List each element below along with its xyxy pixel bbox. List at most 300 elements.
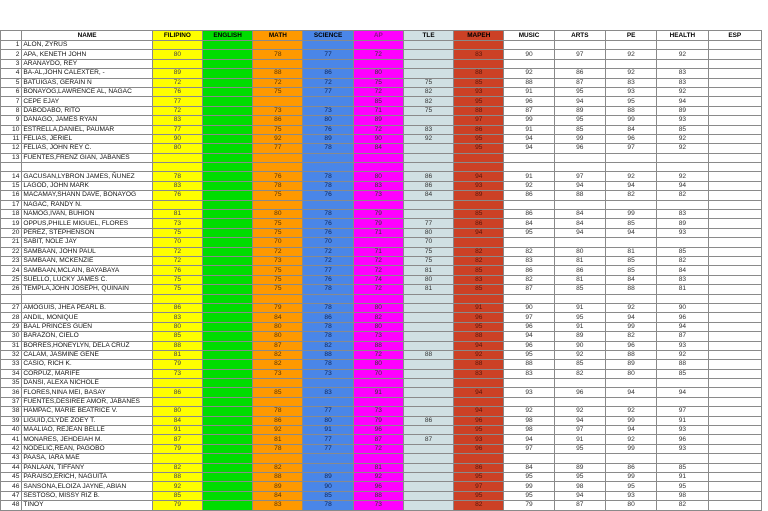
english-grade-cell[interactable] — [203, 444, 253, 453]
tle-grade-cell[interactable] — [403, 397, 453, 406]
row-number-cell[interactable]: 34 — [1, 369, 22, 378]
science-grade-cell[interactable]: 80 — [303, 116, 353, 125]
header-filipino[interactable]: FILIPINO — [152, 31, 202, 41]
arts-grade-cell[interactable]: 94 — [554, 97, 605, 106]
ap-grade-cell[interactable]: 72 — [353, 285, 403, 294]
music-grade-cell[interactable]: 92 — [504, 69, 554, 78]
mapeh-grade-cell[interactable]: 82 — [454, 247, 504, 256]
science-grade-cell[interactable]: 86 — [303, 313, 353, 322]
english-grade-cell[interactable] — [203, 350, 253, 359]
english-grade-cell[interactable] — [203, 181, 253, 190]
row-number-cell[interactable]: 45 — [1, 472, 22, 481]
mapeh-grade-cell[interactable]: 96 — [454, 313, 504, 322]
math-grade-cell[interactable]: 77 — [253, 144, 303, 153]
science-grade-cell[interactable] — [303, 379, 353, 388]
science-grade-cell[interactable]: 76 — [303, 275, 353, 284]
math-grade-cell[interactable]: 73 — [253, 106, 303, 115]
student-name-cell[interactable]: SAMBAAN,MCLAIN, BAYABAYA — [22, 266, 152, 275]
esp-grade-cell[interactable] — [708, 472, 761, 481]
health-grade-cell[interactable]: 92 — [657, 134, 708, 143]
student-name-cell[interactable]: DANAGO, JAMES RYAN — [22, 116, 152, 125]
esp-cell[interactable] — [708, 163, 761, 172]
tle-grade-cell[interactable] — [403, 144, 453, 153]
arts-grade-cell[interactable]: 95 — [554, 313, 605, 322]
science-grade-cell[interactable] — [303, 153, 353, 162]
math-grade-cell[interactable]: 84 — [253, 491, 303, 500]
math-cell[interactable] — [253, 294, 303, 303]
student-name-cell[interactable]: APA, KENETH JOHN — [22, 50, 152, 59]
tle-grade-cell[interactable]: 88 — [403, 350, 453, 359]
health-grade-cell[interactable]: 83 — [657, 275, 708, 284]
english-grade-cell[interactable] — [203, 238, 253, 247]
science-grade-cell[interactable] — [303, 97, 353, 106]
mapeh-grade-cell[interactable]: 82 — [454, 256, 504, 265]
english-grade-cell[interactable] — [203, 50, 253, 59]
pe-grade-cell[interactable]: 99 — [605, 444, 656, 453]
health-grade-cell[interactable]: 88 — [657, 360, 708, 369]
row-number-cell[interactable]: 23 — [1, 256, 22, 265]
student-name-cell[interactable]: BA-AL,JOHN CALEXTER, - — [22, 69, 152, 78]
mapeh-grade-cell[interactable]: 94 — [454, 388, 504, 397]
arts-grade-cell[interactable]: 82 — [554, 369, 605, 378]
math-grade-cell[interactable] — [253, 454, 303, 463]
health-grade-cell[interactable] — [657, 59, 708, 68]
music-grade-cell[interactable]: 95 — [504, 491, 554, 500]
english-grade-cell[interactable] — [203, 388, 253, 397]
health-grade-cell[interactable]: 81 — [657, 285, 708, 294]
ap-grade-cell[interactable]: 83 — [353, 181, 403, 190]
row-number-cell[interactable]: 6 — [1, 87, 22, 96]
science-grade-cell[interactable]: 77 — [303, 87, 353, 96]
science-grade-cell[interactable]: 72 — [303, 78, 353, 87]
music-grade-cell[interactable]: 86 — [504, 210, 554, 219]
pe-grade-cell[interactable]: 95 — [605, 97, 656, 106]
math-grade-cell[interactable] — [253, 379, 303, 388]
ap-grade-cell[interactable]: 88 — [353, 491, 403, 500]
header-mapeh[interactable]: MAPEH — [454, 31, 504, 41]
student-name-cell[interactable]: LAGOD, JOHN MARK — [22, 181, 152, 190]
pe-grade-cell[interactable]: 86 — [605, 463, 656, 472]
music-grade-cell[interactable]: 90 — [504, 50, 554, 59]
esp-cell[interactable] — [708, 294, 761, 303]
science-grade-cell[interactable]: 83 — [303, 388, 353, 397]
mapeh-grade-cell[interactable]: 88 — [454, 106, 504, 115]
health-grade-cell[interactable]: 93 — [657, 116, 708, 125]
arts-grade-cell[interactable]: 91 — [554, 322, 605, 331]
math-grade-cell[interactable]: 78 — [253, 50, 303, 59]
filipino-grade-cell[interactable]: 88 — [152, 341, 202, 350]
music-grade-cell[interactable] — [504, 454, 554, 463]
esp-grade-cell[interactable] — [708, 303, 761, 312]
health-grade-cell[interactable]: 94 — [657, 181, 708, 190]
filipino-grade-cell[interactable]: 72 — [152, 78, 202, 87]
math-grade-cell[interactable]: 89 — [253, 482, 303, 491]
english-grade-cell[interactable] — [203, 228, 253, 237]
science-grade-cell[interactable]: 78 — [303, 501, 353, 510]
arts-grade-cell[interactable]: 85 — [554, 360, 605, 369]
tle-grade-cell[interactable]: 80 — [403, 228, 453, 237]
mapeh-grade-cell[interactable] — [454, 153, 504, 162]
esp-grade-cell[interactable] — [708, 210, 761, 219]
student-name-cell[interactable]: HAMPAC, MARIE BEATRICE V. — [22, 407, 152, 416]
tle-grade-cell[interactable]: 81 — [403, 266, 453, 275]
english-grade-cell[interactable] — [203, 341, 253, 350]
esp-grade-cell[interactable] — [708, 360, 761, 369]
math-grade-cell[interactable]: 75 — [253, 285, 303, 294]
row-number-cell[interactable]: 30 — [1, 332, 22, 341]
ap-grade-cell[interactable] — [353, 397, 403, 406]
ap-grade-cell[interactable]: 73 — [353, 332, 403, 341]
row-number-cell[interactable]: 15 — [1, 181, 22, 190]
ap-grade-cell[interactable]: 91 — [353, 388, 403, 397]
pe-grade-cell[interactable]: 89 — [605, 360, 656, 369]
esp-grade-cell[interactable] — [708, 491, 761, 500]
ap-grade-cell[interactable]: 72 — [353, 350, 403, 359]
mapeh-grade-cell[interactable]: 94 — [454, 407, 504, 416]
english-grade-cell[interactable] — [203, 322, 253, 331]
ap-grade-cell[interactable]: 87 — [353, 435, 403, 444]
mapeh-grade-cell[interactable]: 83 — [454, 275, 504, 284]
tle-grade-cell[interactable] — [403, 341, 453, 350]
header-ap[interactable]: AP — [353, 31, 403, 41]
math-grade-cell[interactable]: 70 — [253, 238, 303, 247]
health-grade-cell[interactable] — [657, 379, 708, 388]
math-grade-cell[interactable]: 82 — [253, 360, 303, 369]
pe-grade-cell[interactable]: 88 — [605, 285, 656, 294]
filipino-grade-cell[interactable] — [152, 153, 202, 162]
student-name-cell[interactable]: SAMBAAN, MCKENZIE — [22, 256, 152, 265]
science-grade-cell[interactable]: 76 — [303, 125, 353, 134]
pe-grade-cell[interactable]: 95 — [605, 482, 656, 491]
arts-grade-cell[interactable] — [554, 200, 605, 209]
pe-grade-cell[interactable] — [605, 238, 656, 247]
english-grade-cell[interactable] — [203, 69, 253, 78]
math-grade-cell[interactable] — [253, 397, 303, 406]
english-grade-cell[interactable] — [203, 397, 253, 406]
mapeh-grade-cell[interactable]: 96 — [454, 416, 504, 425]
row-number-cell[interactable]: 43 — [1, 454, 22, 463]
esp-grade-cell[interactable] — [708, 191, 761, 200]
student-name-cell[interactable]: PARAISO,ERICH, NAGUITA — [22, 472, 152, 481]
row-number-cell[interactable]: 8 — [1, 106, 22, 115]
ap-grade-cell[interactable]: 80 — [353, 360, 403, 369]
math-grade-cell[interactable]: 83 — [253, 501, 303, 510]
science-grade-cell[interactable]: 78 — [303, 303, 353, 312]
music-grade-cell[interactable] — [504, 41, 554, 50]
esp-grade-cell[interactable] — [708, 69, 761, 78]
mapeh-grade-cell[interactable] — [454, 200, 504, 209]
mapeh-grade-cell[interactable]: 88 — [454, 69, 504, 78]
filipino-grade-cell[interactable]: 82 — [152, 463, 202, 472]
science-grade-cell[interactable]: 77 — [303, 50, 353, 59]
pe-grade-cell[interactable]: 84 — [605, 125, 656, 134]
row-number-cell[interactable]: 26 — [1, 285, 22, 294]
english-grade-cell[interactable] — [203, 210, 253, 219]
student-name-cell[interactable]: CORPUZ, MARIFE — [22, 369, 152, 378]
tle-grade-cell[interactable] — [403, 379, 453, 388]
row-number-cell[interactable]: 28 — [1, 313, 22, 322]
header-tle[interactable]: TLE — [403, 31, 453, 41]
esp-grade-cell[interactable] — [708, 435, 761, 444]
math-grade-cell[interactable]: 86 — [253, 116, 303, 125]
math-grade-cell[interactable]: 79 — [253, 303, 303, 312]
health-grade-cell[interactable]: 87 — [657, 332, 708, 341]
music-grade-cell[interactable]: 88 — [504, 360, 554, 369]
filipino-grade-cell[interactable]: 76 — [152, 87, 202, 96]
health-cell[interactable] — [657, 294, 708, 303]
mapeh-grade-cell[interactable]: 91 — [454, 303, 504, 312]
esp-grade-cell[interactable] — [708, 78, 761, 87]
music-grade-cell[interactable]: 97 — [504, 444, 554, 453]
science-grade-cell[interactable]: 76 — [303, 191, 353, 200]
science-grade-cell[interactable]: 78 — [303, 285, 353, 294]
music-grade-cell[interactable]: 99 — [504, 482, 554, 491]
student-name-cell[interactable]: DANSI, ALEXA NICHOLE — [22, 379, 152, 388]
music-grade-cell[interactable]: 94 — [504, 134, 554, 143]
english-grade-cell[interactable] — [203, 200, 253, 209]
row-number-cell[interactable]: 17 — [1, 200, 22, 209]
english-grade-cell[interactable] — [203, 78, 253, 87]
health-grade-cell[interactable] — [657, 397, 708, 406]
filipino-grade-cell[interactable]: 76 — [152, 266, 202, 275]
arts-grade-cell[interactable]: 86 — [554, 266, 605, 275]
tle-grade-cell[interactable]: 92 — [403, 134, 453, 143]
row-number-cell[interactable]: 46 — [1, 482, 22, 491]
arts-grade-cell[interactable]: 92 — [554, 407, 605, 416]
esp-grade-cell[interactable] — [708, 369, 761, 378]
esp-grade-cell[interactable] — [708, 285, 761, 294]
music-grade-cell[interactable]: 82 — [504, 275, 554, 284]
ap-grade-cell[interactable]: 72 — [353, 125, 403, 134]
filipino-grade-cell[interactable]: 83 — [152, 181, 202, 190]
filipino-grade-cell[interactable]: 79 — [152, 501, 202, 510]
ap-grade-cell[interactable]: 73 — [353, 407, 403, 416]
pe-grade-cell[interactable]: 80 — [605, 501, 656, 510]
header-music[interactable]: MUSIC — [504, 31, 554, 41]
science-grade-cell[interactable]: 82 — [303, 341, 353, 350]
filipino-grade-cell[interactable] — [152, 200, 202, 209]
arts-grade-cell[interactable]: 80 — [554, 247, 605, 256]
row-number-cell[interactable]: 7 — [1, 97, 22, 106]
ap-grade-cell[interactable]: 72 — [353, 266, 403, 275]
mapeh-grade-cell[interactable]: 93 — [454, 181, 504, 190]
math-grade-cell[interactable]: 78 — [253, 444, 303, 453]
ap-grade-cell[interactable]: 79 — [353, 219, 403, 228]
mapeh-grade-cell[interactable]: 95 — [454, 426, 504, 435]
filipino-grade-cell[interactable]: 80 — [152, 50, 202, 59]
english-grade-cell[interactable] — [203, 332, 253, 341]
ap-grade-cell[interactable]: 70 — [353, 369, 403, 378]
esp-grade-cell[interactable] — [708, 266, 761, 275]
science-grade-cell[interactable] — [303, 200, 353, 209]
music-grade-cell[interactable] — [504, 379, 554, 388]
english-grade-cell[interactable] — [203, 407, 253, 416]
filipino-grade-cell[interactable]: 92 — [152, 482, 202, 491]
student-name-cell[interactable]: LIGUID,CLYDE ZOEY T. — [22, 416, 152, 425]
english-grade-cell[interactable] — [203, 172, 253, 181]
music-grade-cell[interactable]: 99 — [504, 116, 554, 125]
math-grade-cell[interactable] — [253, 97, 303, 106]
english-grade-cell[interactable] — [203, 501, 253, 510]
student-name-cell[interactable]: TINOY — [22, 501, 152, 510]
ap-grade-cell[interactable] — [353, 454, 403, 463]
esp-grade-cell[interactable] — [708, 181, 761, 190]
english-cell[interactable] — [203, 163, 253, 172]
filipino-grade-cell[interactable]: 91 — [152, 426, 202, 435]
math-grade-cell[interactable]: 86 — [253, 416, 303, 425]
math-grade-cell[interactable]: 81 — [253, 435, 303, 444]
row-number-cell[interactable]: 11 — [1, 134, 22, 143]
health-grade-cell[interactable]: 83 — [657, 78, 708, 87]
health-grade-cell[interactable]: 84 — [657, 266, 708, 275]
arts-grade-cell[interactable]: 94 — [554, 181, 605, 190]
science-grade-cell[interactable]: 77 — [303, 266, 353, 275]
ap-grade-cell[interactable]: 71 — [353, 106, 403, 115]
tle-grade-cell[interactable] — [403, 407, 453, 416]
pe-grade-cell[interactable]: 99 — [605, 116, 656, 125]
arts-grade-cell[interactable]: 84 — [554, 210, 605, 219]
health-grade-cell[interactable]: 82 — [657, 256, 708, 265]
science-grade-cell[interactable]: 85 — [303, 491, 353, 500]
pe-grade-cell[interactable]: 99 — [605, 210, 656, 219]
science-grade-cell[interactable]: 78 — [303, 210, 353, 219]
filipino-grade-cell[interactable]: 83 — [152, 313, 202, 322]
filipino-grade-cell[interactable]: 79 — [152, 360, 202, 369]
filipino-grade-cell[interactable]: 90 — [152, 134, 202, 143]
music-grade-cell[interactable]: 87 — [504, 285, 554, 294]
header-num[interactable] — [1, 31, 22, 41]
english-grade-cell[interactable] — [203, 360, 253, 369]
music-grade-cell[interactable]: 88 — [504, 78, 554, 87]
tle-grade-cell[interactable] — [403, 210, 453, 219]
health-grade-cell[interactable]: 95 — [657, 482, 708, 491]
student-name-cell[interactable]: SAMBAAN, JOHN PAUL — [22, 247, 152, 256]
row-number-cell[interactable]: 35 — [1, 379, 22, 388]
tle-grade-cell[interactable] — [403, 426, 453, 435]
mapeh-grade-cell[interactable]: 85 — [454, 78, 504, 87]
english-grade-cell[interactable] — [203, 97, 253, 106]
music-grade-cell[interactable]: 83 — [504, 369, 554, 378]
arts-grade-cell[interactable]: 81 — [554, 256, 605, 265]
music-grade-cell[interactable]: 95 — [504, 228, 554, 237]
row-number-cell[interactable]: 32 — [1, 350, 22, 359]
row-number-cell[interactable]: 2 — [1, 50, 22, 59]
student-name-cell[interactable]: FUENTES,FRENZ GIAN, JABANES — [22, 153, 152, 162]
ap-cell[interactable] — [353, 163, 403, 172]
row-number-cell[interactable]: 4 — [1, 69, 22, 78]
pe-grade-cell[interactable]: 94 — [605, 181, 656, 190]
math-grade-cell[interactable]: 72 — [253, 78, 303, 87]
science-grade-cell[interactable]: 78 — [303, 360, 353, 369]
music-grade-cell[interactable]: 84 — [504, 463, 554, 472]
row-number-cell[interactable]: 14 — [1, 172, 22, 181]
esp-grade-cell[interactable] — [708, 228, 761, 237]
music-grade-cell[interactable]: 96 — [504, 341, 554, 350]
arts-grade-cell[interactable]: 85 — [554, 125, 605, 134]
row-number-cell[interactable]: 12 — [1, 144, 22, 153]
ap-grade-cell[interactable]: 96 — [353, 426, 403, 435]
math-grade-cell[interactable] — [253, 153, 303, 162]
arts-grade-cell[interactable]: 99 — [554, 134, 605, 143]
ap-grade-cell[interactable]: 73 — [353, 501, 403, 510]
esp-grade-cell[interactable] — [708, 388, 761, 397]
filipino-grade-cell[interactable]: 75 — [152, 275, 202, 284]
arts-grade-cell[interactable] — [554, 379, 605, 388]
english-grade-cell[interactable] — [203, 426, 253, 435]
row-number-cell[interactable]: 1 — [1, 41, 22, 50]
arts-cell[interactable] — [554, 163, 605, 172]
arts-grade-cell[interactable]: 94 — [554, 228, 605, 237]
esp-grade-cell[interactable] — [708, 238, 761, 247]
student-name-cell[interactable]: BARAZON, CIELO — [22, 332, 152, 341]
student-name-cell[interactable]: MONARES, JEHDEIAH M. — [22, 435, 152, 444]
student-name-cell[interactable]: SANSONA,ELOIZA JAYNE, ABIAN — [22, 482, 152, 491]
row-number-cell[interactable]: 5 — [1, 78, 22, 87]
ap-grade-cell[interactable]: 96 — [353, 482, 403, 491]
student-name-cell[interactable]: SESTOSO, MISSY RIZ B. — [22, 491, 152, 500]
music-grade-cell[interactable]: 90 — [504, 303, 554, 312]
tle-grade-cell[interactable]: 86 — [403, 416, 453, 425]
math-grade-cell[interactable]: 80 — [253, 322, 303, 331]
esp-grade-cell[interactable] — [708, 219, 761, 228]
english-grade-cell[interactable] — [203, 435, 253, 444]
filipino-grade-cell[interactable]: 78 — [152, 172, 202, 181]
english-grade-cell[interactable] — [203, 369, 253, 378]
esp-grade-cell[interactable] — [708, 41, 761, 50]
science-grade-cell[interactable]: 76 — [303, 228, 353, 237]
science-grade-cell[interactable]: 78 — [303, 181, 353, 190]
arts-grade-cell[interactable] — [554, 397, 605, 406]
tle-grade-cell[interactable] — [403, 491, 453, 500]
music-grade-cell[interactable] — [504, 59, 554, 68]
arts-grade-cell[interactable]: 97 — [554, 50, 605, 59]
mapeh-grade-cell[interactable]: 89 — [454, 191, 504, 200]
student-name-cell[interactable]: PEREZ, STEPHENSON — [22, 228, 152, 237]
student-name-cell[interactable]: CEPE EJAY — [22, 97, 152, 106]
english-grade-cell[interactable] — [203, 275, 253, 284]
science-grade-cell[interactable]: 72 — [303, 247, 353, 256]
row-number-cell[interactable] — [1, 294, 22, 303]
esp-grade-cell[interactable] — [708, 332, 761, 341]
tle-grade-cell[interactable] — [403, 454, 453, 463]
filipino-grade-cell[interactable]: 81 — [152, 210, 202, 219]
math-cell[interactable] — [253, 163, 303, 172]
pe-grade-cell[interactable] — [605, 454, 656, 463]
health-grade-cell[interactable]: 94 — [657, 97, 708, 106]
english-grade-cell[interactable] — [203, 285, 253, 294]
science-grade-cell[interactable]: 78 — [303, 172, 353, 181]
filipino-grade-cell[interactable]: 75 — [152, 228, 202, 237]
math-grade-cell[interactable]: 82 — [253, 463, 303, 472]
esp-grade-cell[interactable] — [708, 350, 761, 359]
science-grade-cell[interactable]: 89 — [303, 134, 353, 143]
math-grade-cell[interactable]: 75 — [253, 275, 303, 284]
health-grade-cell[interactable] — [657, 153, 708, 162]
music-grade-cell[interactable]: 83 — [504, 256, 554, 265]
music-grade-cell[interactable]: 93 — [504, 388, 554, 397]
ap-grade-cell[interactable]: 79 — [353, 416, 403, 425]
pe-grade-cell[interactable] — [605, 200, 656, 209]
science-grade-cell[interactable]: 77 — [303, 407, 353, 416]
health-grade-cell[interactable]: 92 — [657, 50, 708, 59]
health-grade-cell[interactable] — [657, 238, 708, 247]
english-grade-cell[interactable] — [203, 116, 253, 125]
row-number-cell[interactable]: 36 — [1, 388, 22, 397]
pe-grade-cell[interactable] — [605, 153, 656, 162]
mapeh-cell[interactable] — [454, 163, 504, 172]
header-science[interactable]: SCIENCE — [303, 31, 353, 41]
row-number-cell[interactable]: 47 — [1, 491, 22, 500]
